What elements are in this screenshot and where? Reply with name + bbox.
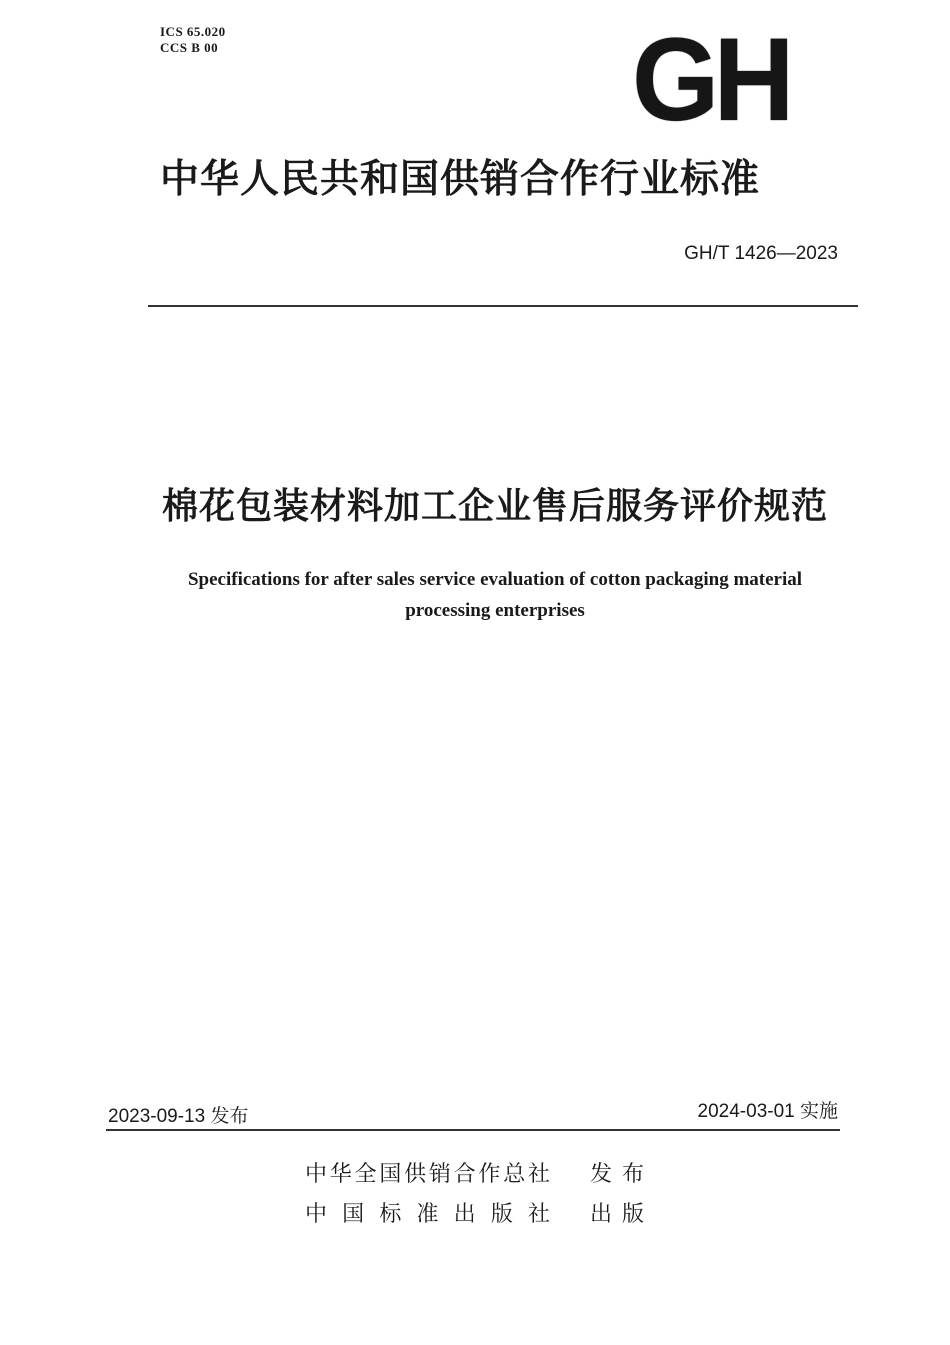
printer-row (305, 1200, 654, 1230)
ccs-code: CCS B 00 (160, 40, 219, 55)
chinese-title: 棉花包装材料加工企业售后服务评价规范 (161, 486, 828, 527)
header-divider (148, 305, 858, 307)
gh-logo: GH (632, 14, 789, 146)
english-title-line2: processing enterprises (405, 600, 585, 621)
english-title (140, 564, 850, 626)
printer-action: 出版 (590, 1202, 655, 1227)
classification-codes (160, 24, 226, 56)
standard-number: GH/T 1426—2023 (684, 243, 838, 264)
footer-divider (106, 1129, 840, 1131)
publisher-action: 发布 (590, 1162, 655, 1187)
publisher-row (305, 1160, 654, 1190)
ics-code: ICS 65.020 (160, 24, 226, 39)
publisher-org: 中华全国供销合作总社 (305, 1162, 550, 1187)
issuing-body-title: 中华人民共和国供销合作行业标准 (160, 157, 761, 202)
effective-date: 2024-03-01 实施 (697, 1101, 838, 1122)
printer-org: 中国标准出版社 (305, 1202, 550, 1227)
english-title-line1: Specifications for after sales service evaluation of cotton packaging material (187, 569, 803, 590)
issue-date: 2023-09-13 发布 (108, 1106, 249, 1127)
